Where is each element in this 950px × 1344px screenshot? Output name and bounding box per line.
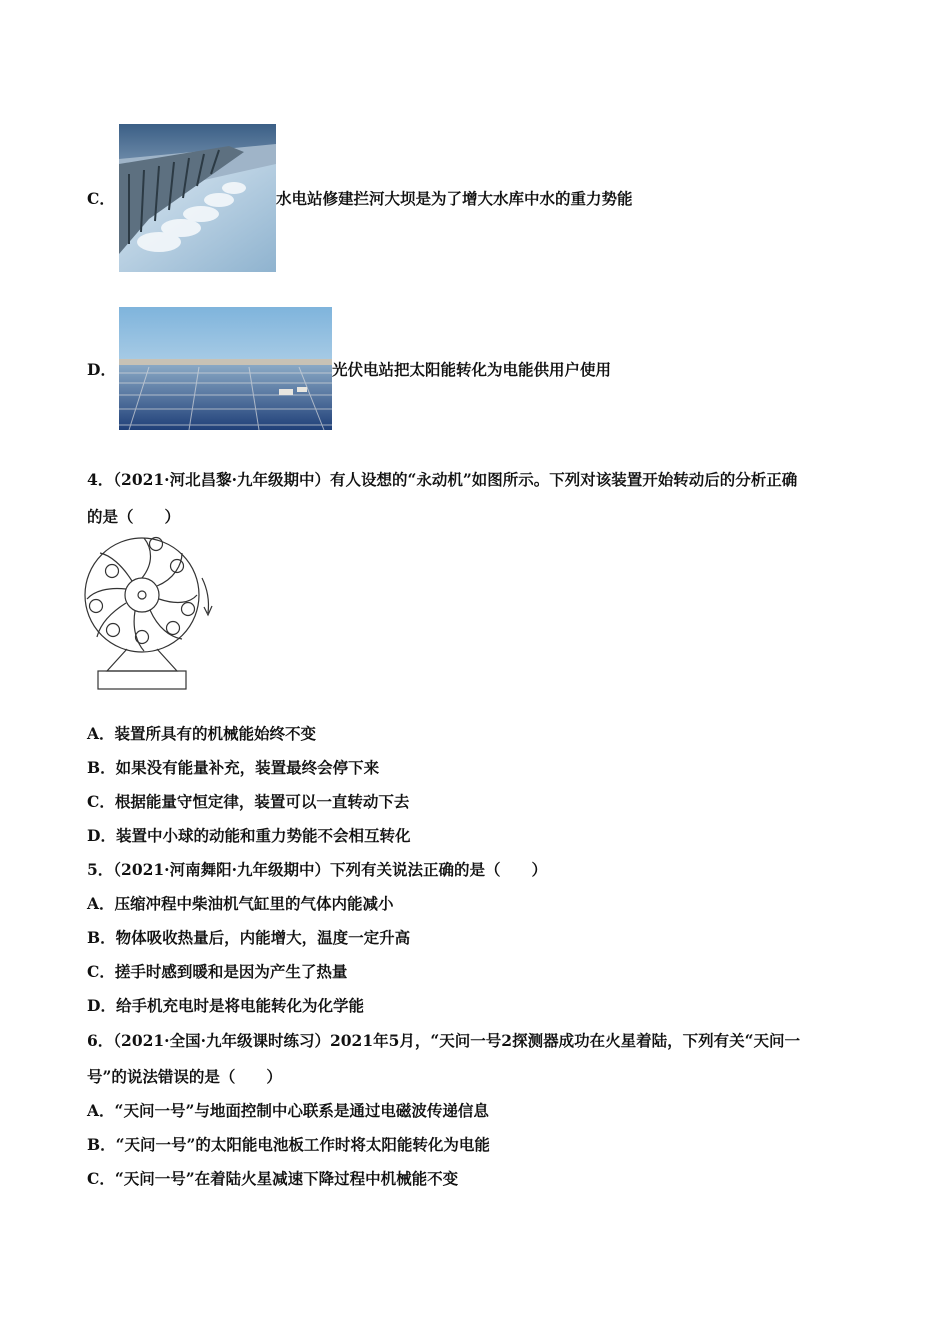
q4-option-b: B．如果没有能量补充，装置最终会停下来 xyxy=(87,758,380,777)
q5-stem: 5．（2021·河南舞阳·九年级期中）下列有关说法正确的是（ ） xyxy=(87,860,547,879)
q6-option-c: C．“天问一号”在着陆火星减速下降过程中机械能不变 xyxy=(87,1169,459,1188)
q6-stem-line2: 号”的说法错误的是（ ） xyxy=(87,1067,282,1086)
q5-option-c: C．搓手时感到暖和是因为产生了热量 xyxy=(87,962,348,981)
q4-option-d: D．装置中小球的动能和重力势能不会相互转化 xyxy=(87,826,411,845)
option-text: 水电站修建拦河大坝是为了增大水库中水的重力势能 xyxy=(276,189,633,208)
q4-option-a: A．装置所具有的机械能始终不变 xyxy=(87,724,317,743)
q6-option-b: B．“天问一号”的太阳能电池板工作时将太阳能转化为电能 xyxy=(87,1135,490,1154)
option-letter: D． xyxy=(87,359,116,379)
q4-stem-line2: 的是（ ） xyxy=(87,507,181,526)
q3-option-c xyxy=(87,124,633,272)
solar-farm-photo xyxy=(119,307,332,430)
q4-stem-line1: 4．（2021·河北昌黎·九年级期中）有人设想的“永动机”如图所示。下列对该装置开始转动后的分析正确 xyxy=(87,470,798,489)
q5-option-a: A．压缩冲程中柴油机气缸里的气体内能减小 xyxy=(87,894,394,913)
q5-option-b: B．物体吸收热量后，内能增大，温度一定升高 xyxy=(87,928,411,947)
q6-option-a: A．“天问一号”与地面控制中心联系是通过电磁波传递信息 xyxy=(87,1101,489,1120)
option-letter: C． xyxy=(87,189,115,208)
option-text: 光伏电站把太阳能转化为电能供用户使用 xyxy=(332,359,612,379)
q5-option-d: D．给手机充电时是将电能转化为化学能 xyxy=(87,996,364,1015)
q4-option-c: C．根据能量守恒定律，装置可以一直转动下去 xyxy=(87,792,410,811)
q6-stem-line1: 6．（2021·全国·九年级课时练习）2021年5月，“天问一号2探测器成功在火星着陆，下列有关“天问一 xyxy=(87,1031,801,1050)
q3-option-d xyxy=(87,307,611,430)
dam-photo xyxy=(119,124,276,272)
perpetual-motion-wheel xyxy=(82,533,222,693)
